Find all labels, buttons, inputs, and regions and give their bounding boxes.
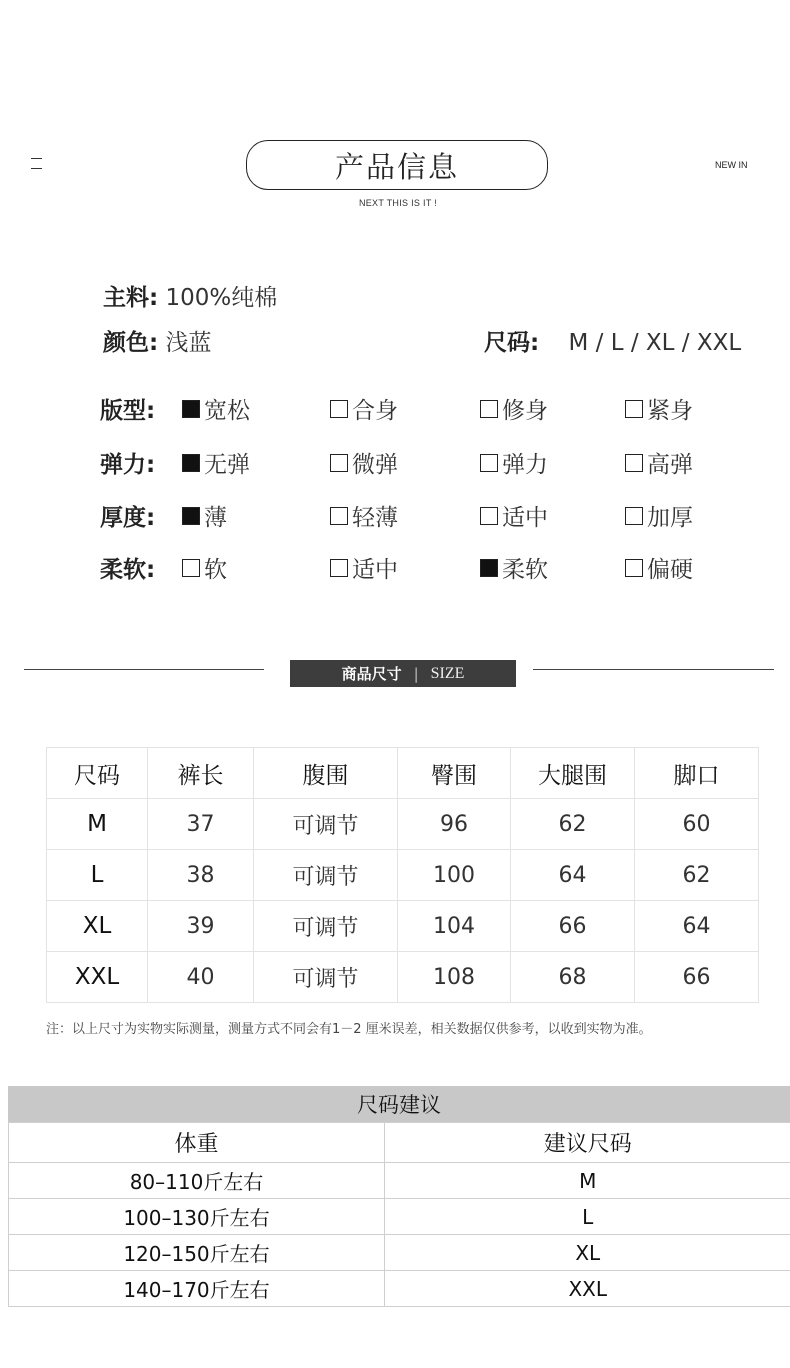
color-value: 浅蓝 [165,330,212,356]
thickness-option: 薄 [182,499,227,532]
table-header-cell: 裤长 [148,748,254,799]
table-header-cell: 尺码 [47,748,148,799]
table-cell: 66 [635,952,759,1003]
table-cell: M [47,799,148,850]
table-row [9,1163,790,1199]
table-cell: 可调节 [254,952,398,1003]
table-cell: L [47,850,148,901]
page-title: 产品信息 [246,140,548,190]
unchecked-box-icon [480,507,498,525]
table-row [47,850,759,901]
table-cell: 可调节 [254,850,398,901]
table-header-row [47,748,759,799]
elasticity-option: 弹力 [480,446,548,479]
thickness-option: 适中 [480,499,548,532]
material-row [103,279,277,312]
elasticity-option: 微弹 [330,446,398,479]
table-cell: 66 [511,901,635,952]
unchecked-box-icon [625,454,643,472]
fit-option: 宽松 [182,392,250,425]
table-row [9,1199,790,1235]
softness-option: 柔软 [480,551,548,584]
unchecked-box-icon [480,454,498,472]
table-cell: XL [47,901,148,952]
size-section-header [290,660,516,687]
table-cell: 100–130斤左右 [9,1199,385,1235]
size-row [484,324,741,357]
material-label: 主料: [103,285,159,311]
table-cell: 可调节 [254,799,398,850]
fit-label: 版型: [100,398,156,424]
table-cell: 120–150斤左右 [9,1235,385,1271]
color-label: 颜色: [103,330,159,356]
elasticity-option: 无弹 [182,446,250,479]
size-table [46,747,759,1003]
unchecked-box-icon [330,400,348,418]
unchecked-box-icon [625,400,643,418]
size-section-subtitle: SIZE [430,664,465,682]
table-cell: 64 [511,850,635,901]
section-divider-right [533,669,774,670]
page-subtitle: NEXT THIS IS IT ! [358,198,438,208]
unchecked-box-icon [330,454,348,472]
material-value: 100%纯棉 [165,285,278,311]
unchecked-box-icon [625,507,643,525]
table-cell: 62 [635,850,759,901]
table-header-cell: 脚口 [635,748,759,799]
table-row [47,799,759,850]
unchecked-box-icon [330,559,348,577]
table-row [47,952,759,1003]
table-cell: XL [385,1235,790,1271]
thickness-option: 加厚 [625,499,693,532]
table-cell: 37 [148,799,254,850]
table-cell: 100 [398,850,511,901]
color-row [103,324,212,357]
table-header-cell: 体重 [9,1123,385,1163]
table-header-row [9,1123,790,1163]
unchecked-box-icon [480,400,498,418]
thickness-label: 厚度: [100,505,156,531]
softness-label: 柔软: [100,557,156,583]
size-section-title: 商品尺寸 [341,665,402,683]
elasticity-option: 高弹 [625,446,693,479]
table-cell: 38 [148,850,254,901]
table-header-cell: 腹围 [254,748,398,799]
softness-option: 软 [182,551,227,584]
size-section-separator: | [413,664,419,683]
table-cell: 60 [635,799,759,850]
checked-box-icon [480,559,498,577]
recommend-table [8,1122,790,1307]
table-cell: 96 [398,799,511,850]
fit-option: 合身 [330,392,398,425]
checked-box-icon [182,454,200,472]
checked-box-icon [182,507,200,525]
table-header-cell: 臀围 [398,748,511,799]
table-cell: XXL [385,1271,790,1307]
table-cell: 80–110斤左右 [9,1163,385,1199]
table-cell: 140–170斤左右 [9,1271,385,1307]
size-label: 尺码: [484,330,540,356]
measurement-note: 注：以上尺寸为实物实际测量，测量方式不同会有1－2 厘米误差，相关数据仅供参考，以收到实物为准。 [46,1022,652,1037]
section-divider-left [24,669,264,670]
table-header-cell: 大腿围 [511,748,635,799]
checked-box-icon [182,400,200,418]
table-cell: 62 [511,799,635,850]
table-cell: 64 [635,901,759,952]
table-cell: XXL [47,952,148,1003]
size-value: M / L / XL / XXL [568,330,742,356]
table-cell: 68 [511,952,635,1003]
new-in-label: NEW IN [715,160,748,170]
menu-lines-icon [31,158,42,170]
table-row [9,1271,790,1307]
table-row [9,1235,790,1271]
fit-option: 紧身 [625,392,693,425]
recommend-title: 尺码建议 [8,1086,790,1122]
table-cell: 40 [148,952,254,1003]
table-cell: 104 [398,901,511,952]
table-row [47,901,759,952]
unchecked-box-icon [182,559,200,577]
table-cell: L [385,1199,790,1235]
elasticity-label: 弹力: [100,452,156,478]
table-cell: 39 [148,901,254,952]
softness-option: 适中 [330,551,398,584]
table-cell: 108 [398,952,511,1003]
thickness-option: 轻薄 [330,499,398,532]
unchecked-box-icon [330,507,348,525]
table-cell: M [385,1163,790,1199]
fit-option: 修身 [480,392,548,425]
table-cell: 可调节 [254,901,398,952]
unchecked-box-icon [625,559,643,577]
table-header-cell: 建议尺码 [385,1123,790,1163]
softness-option: 偏硬 [625,551,693,584]
